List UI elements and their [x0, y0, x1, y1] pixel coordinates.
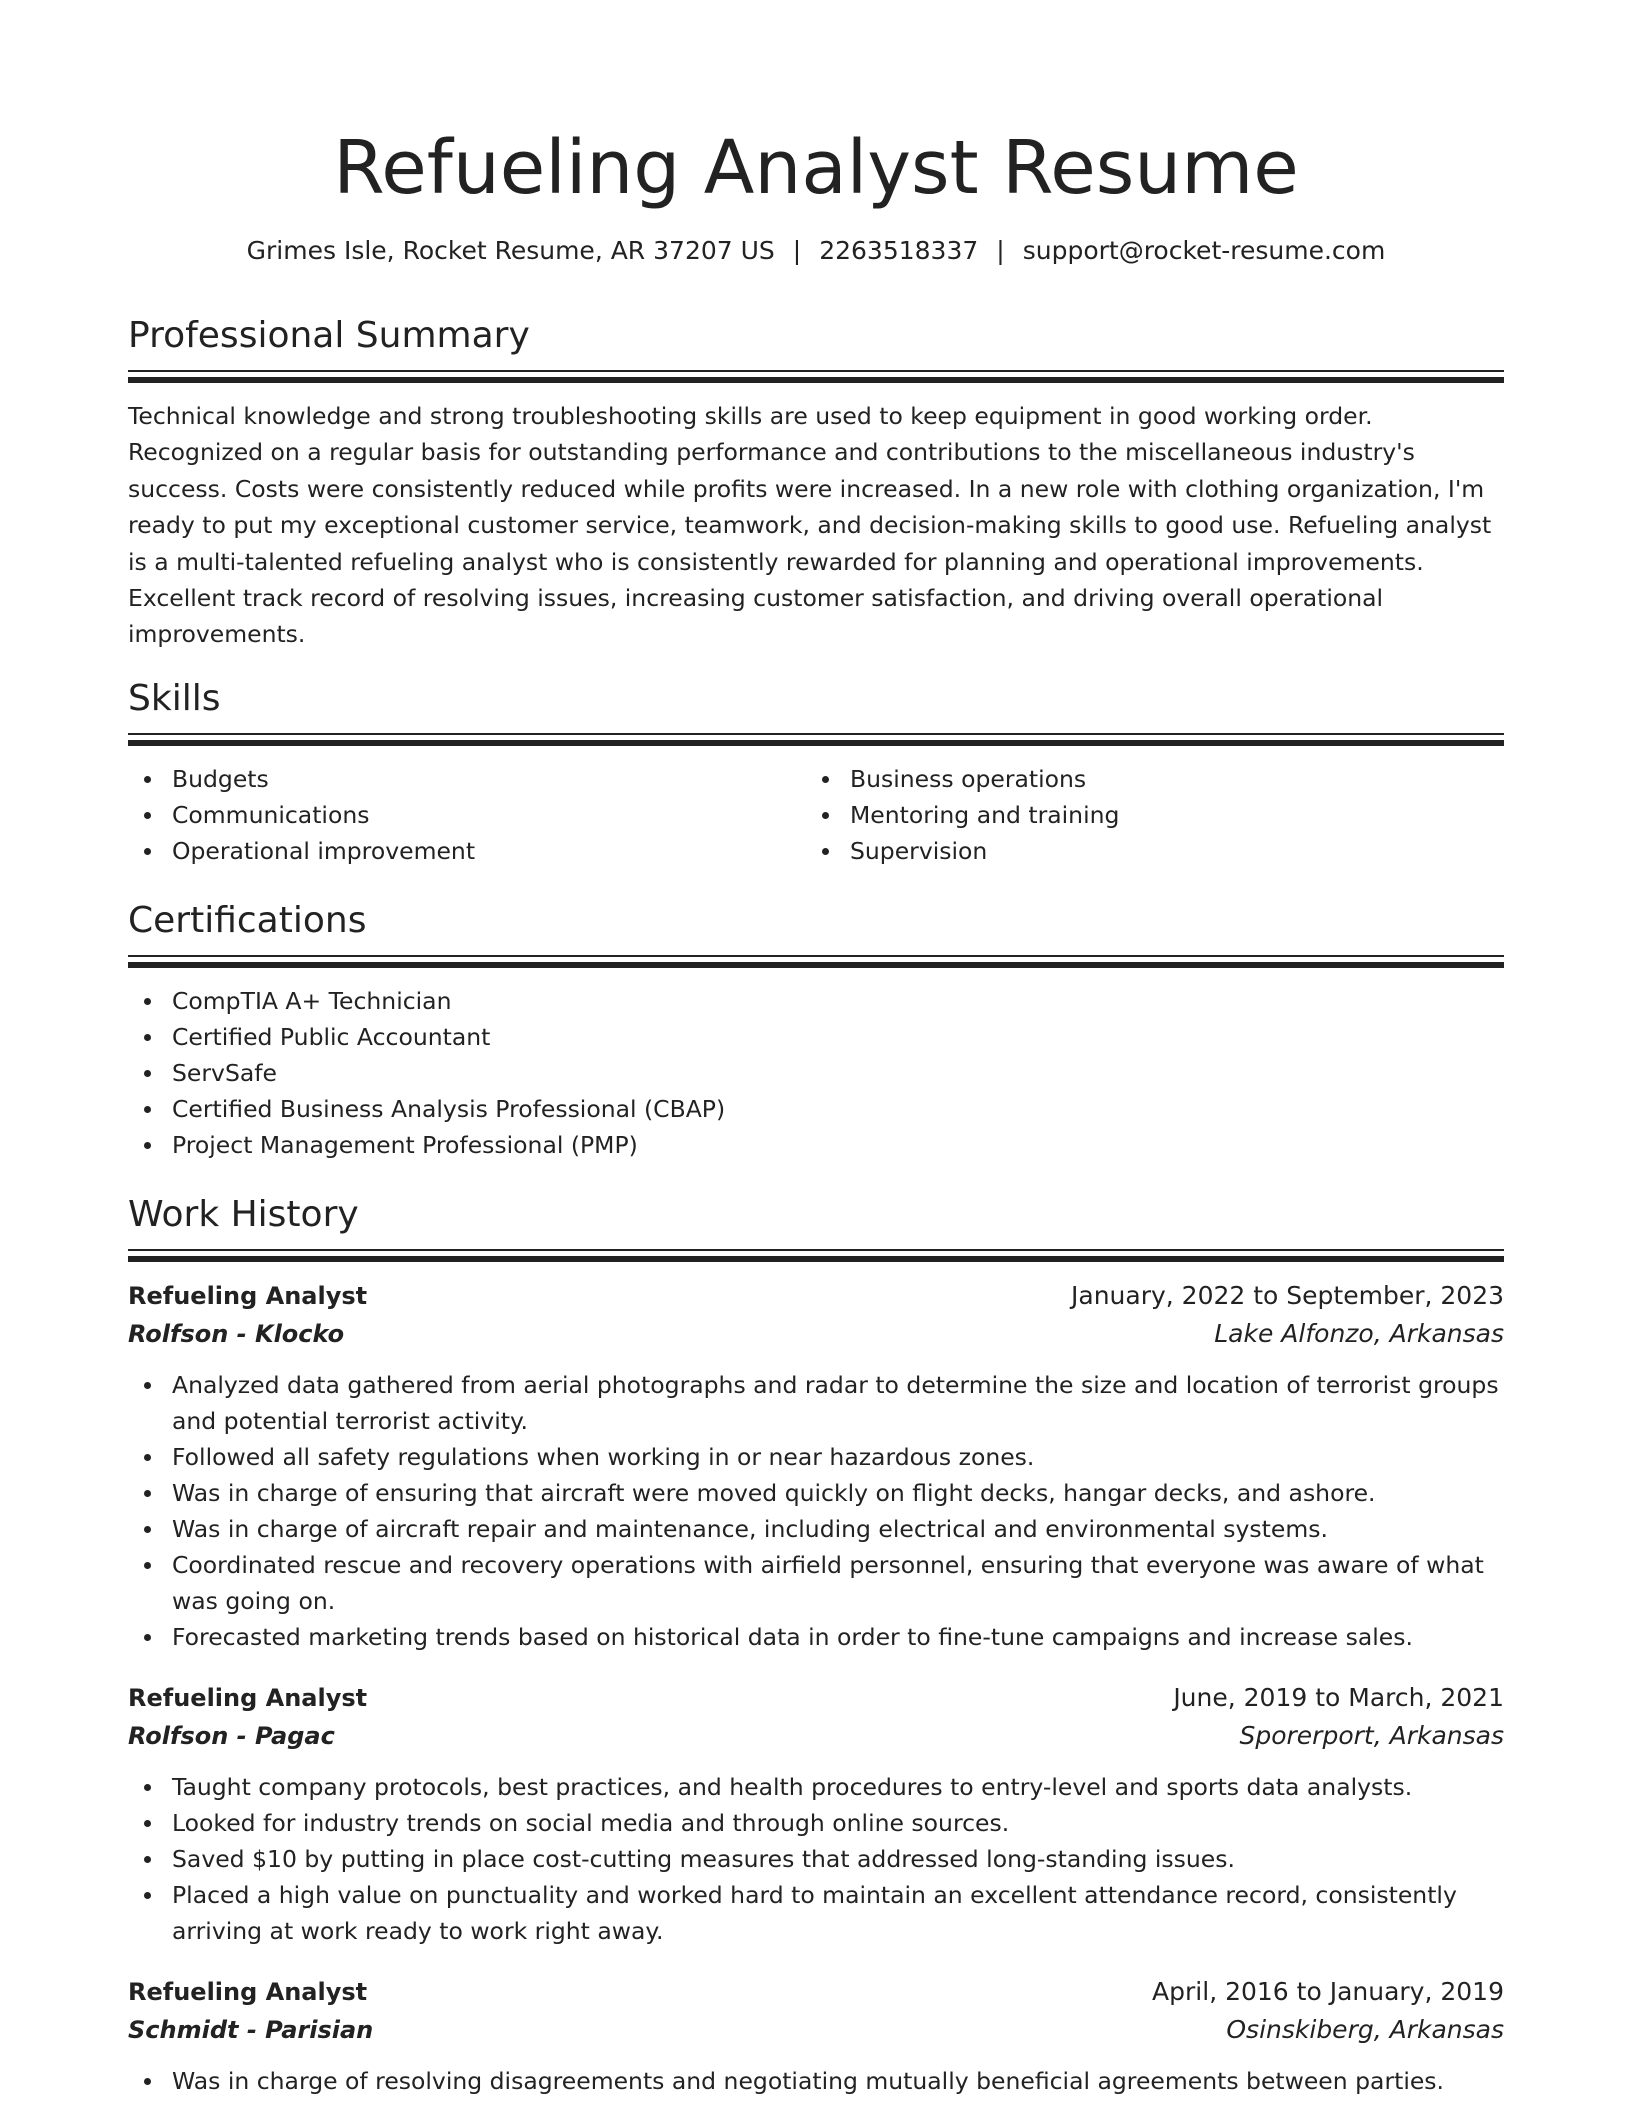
- job-entry: [128, 1277, 1504, 1655]
- certification-item: ServSafe: [128, 1055, 1504, 1091]
- summary-text: Technical knowledge and strong troubleshooting skills are used to keep equipment in good working order. Recognized on a regular basis for outstanding performance and contributions to the miscellaneous industry's success. Costs were consistently reduced while profits were increased. In a new role with clothing organization, I'm ready to put my exceptional customer service, teamwork, and decision-making skills to good use. Refueling analyst is a multi-talented refueling analyst who is consistently rewarded for planning and operational improvements. Excellent track record of resolving issues, increasing customer satisfaction, and driving overall operational improvements.: [128, 402, 1492, 649]
- skills-left-column: [128, 761, 806, 869]
- job-header: [128, 1973, 1504, 2011]
- skill-item: Supervision: [806, 833, 1484, 869]
- section-divider: [128, 370, 1504, 384]
- job-bullet: Taught company protocols, best practices, and health procedures to entry-level and sports data analysts.: [128, 1769, 1504, 1805]
- job-header: [128, 1277, 1504, 1315]
- job-subheader: [128, 1315, 1504, 1353]
- job-dates: June, 2019 to March, 2021: [1173, 1682, 1504, 1712]
- job-bullet: Was in charge of ensuring that aircraft were moved quickly on flight decks, hangar decks, and ashore.: [128, 1475, 1504, 1511]
- skills-heading: Skills: [128, 677, 221, 719]
- job-entry: [128, 1973, 1504, 2099]
- section-divider: [128, 955, 1504, 969]
- job-subheader: [128, 2011, 1504, 2049]
- job-bullets: [128, 1769, 1504, 1949]
- job-bullet: Was in charge of aircraft repair and maintenance, including electrical and environmental systems.: [128, 1511, 1504, 1547]
- job-dates: April, 2016 to January, 2019: [1152, 1976, 1504, 2006]
- certification-item: CompTIA A+ Technician: [128, 983, 1504, 1019]
- job-company: Rolfson - Pagac: [128, 1721, 335, 1750]
- job-bullet: Followed all safety regulations when working in or near hazardous zones.: [128, 1439, 1504, 1475]
- job-location: Lake Alfonzo, Arkansas: [1214, 1318, 1504, 1348]
- job-location: Sporerport, Arkansas: [1239, 1720, 1504, 1750]
- summary-heading: Professional Summary: [128, 315, 530, 356]
- job-header: [128, 1679, 1504, 1717]
- summary-section: [128, 312, 1504, 653]
- resume-page: [128, 0, 1504, 2099]
- job-bullet: Looked for industry trends on social media and through online sources.: [128, 1805, 1504, 1841]
- skill-item: Mentoring and training: [806, 797, 1484, 833]
- job-entry: [128, 1679, 1504, 1949]
- certification-item: Project Management Professional (PMP): [128, 1127, 1504, 1163]
- job-dates: January, 2022 to September, 2023: [1071, 1280, 1504, 1310]
- section-divider: [128, 1249, 1504, 1263]
- skill-item: Communications: [128, 797, 806, 833]
- job-location: Osinskiberg, Arkansas: [1226, 2014, 1504, 2044]
- job-bullets: [128, 1367, 1504, 1655]
- job-bullet: Was in charge of resolving disagreements and negotiating mutually beneficial agreements between parties.: [128, 2063, 1504, 2099]
- contact-address: Grimes Isle, Rocket Resume, AR 37207 US: [246, 236, 775, 265]
- job-company: Schmidt - Parisian: [128, 2015, 374, 2044]
- job-title: Refueling Analyst: [128, 1281, 368, 1310]
- work-history-section: [128, 1191, 1504, 2099]
- job-bullet: Coordinated rescue and recovery operations with airfield personnel, ensuring that everyone was aware of what was going on.: [128, 1547, 1504, 1619]
- contact-line: [128, 234, 1504, 268]
- job-bullet: Forecasted marketing trends based on historical data in order to fine-tune campaigns and increase sales.: [128, 1619, 1504, 1655]
- job-title: Refueling Analyst: [128, 1683, 368, 1712]
- resume-title: Refueling Analyst Resume: [333, 125, 1299, 211]
- contact-separator: |: [996, 236, 1005, 265]
- job-company: Rolfson - Klocko: [128, 1319, 345, 1348]
- job-bullet: Saved $10 by putting in place cost-cutting measures that addressed long-standing issues.: [128, 1841, 1504, 1877]
- certifications-section: [128, 897, 1504, 1163]
- work-history-heading: Work History: [128, 1193, 359, 1235]
- certification-item: Certified Business Analysis Professional (CBAP): [128, 1091, 1504, 1127]
- skills-right-column: [806, 761, 1484, 869]
- job-bullets: [128, 2063, 1504, 2099]
- job-title: Refueling Analyst: [128, 1977, 368, 2006]
- contact-email[interactable]: support@rocket-resume.com: [1022, 236, 1386, 265]
- skills-section: [128, 675, 1504, 869]
- skill-item: Business operations: [806, 761, 1484, 797]
- skill-item: Operational improvement: [128, 833, 806, 869]
- certification-item: Certified Public Accountant: [128, 1019, 1504, 1055]
- skill-item: Budgets: [128, 761, 806, 797]
- certifications-heading: Certifications: [128, 899, 367, 941]
- certifications-list: [128, 983, 1504, 1163]
- section-divider: [128, 733, 1504, 747]
- contact-separator: |: [792, 236, 802, 265]
- job-bullet: Placed a high value on punctuality and worked hard to maintain an excellent attendance record, consistently arriving at work ready to work right away.: [128, 1877, 1504, 1949]
- job-subheader: [128, 1717, 1504, 1755]
- contact-phone: 2263518337: [819, 236, 979, 265]
- job-bullet: Analyzed data gathered from aerial photographs and radar to determine the size and location of terrorist groups and potential terrorist activity.: [128, 1367, 1504, 1439]
- skills-grid: [128, 761, 1504, 869]
